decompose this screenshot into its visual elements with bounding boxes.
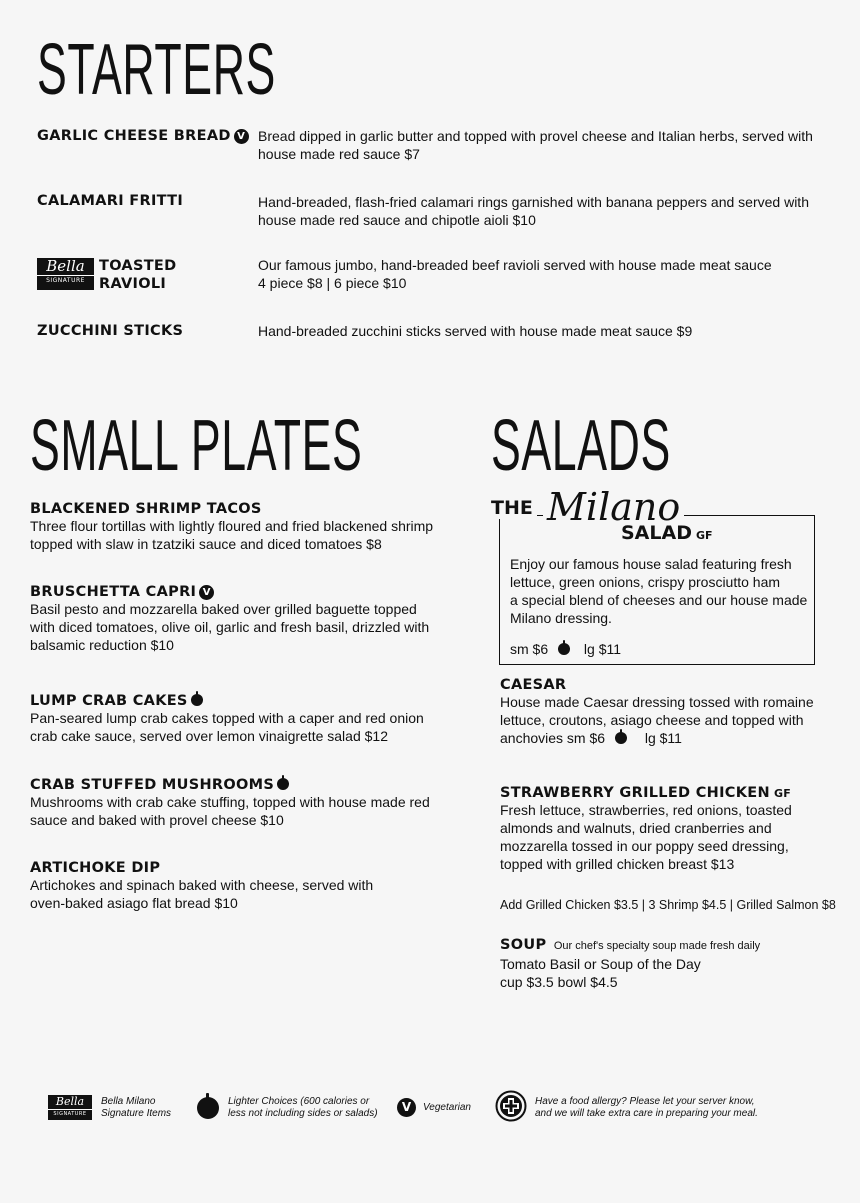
desc-line: Milano dressing.: [510, 610, 612, 626]
desc-line: Our famous jumbo, hand-breaded beef ravioli served with house made meat sauce: [258, 257, 772, 273]
milano-prices: [510, 640, 621, 658]
legend-line: Bella Milano: [101, 1096, 156, 1107]
desc-line: Basil pesto and mozzarella baked over grilled baguette topped: [30, 601, 417, 617]
logo-small: SIGNATURE: [48, 1109, 92, 1118]
starter-garlic-cheese-bread: [37, 128, 249, 144]
price-large: lg $11: [583, 641, 622, 657]
legend-line: less not including sides or salads): [228, 1108, 378, 1119]
desc-line: lettuce, croutons, asiago cheese and topped with: [500, 712, 804, 728]
small-plate-item: [30, 860, 460, 912]
desc-line: almonds and walnuts, dried cranberries and: [500, 820, 772, 836]
soup: [500, 936, 840, 991]
desc-line: crab cake sauce, served over lemon vinaigrette salad $12: [30, 728, 388, 744]
starter-toasted-ravioli: [99, 257, 176, 293]
small-plate-item: [30, 584, 460, 654]
legend-line: Lighter Choices (600 calories or: [228, 1096, 370, 1107]
gluten-free-badge: GF: [695, 529, 713, 542]
small-plate-item: [30, 501, 460, 553]
starter-description: [258, 127, 813, 163]
desc-line: balsamic reduction $10: [30, 637, 174, 653]
starter-zucchini-sticks: ZUCCHINI STICKS: [37, 323, 184, 339]
legend-signature: [101, 1096, 171, 1120]
apple-stem-icon: [206, 1093, 209, 1099]
vegetarian-icon: V: [234, 129, 249, 144]
small-plate-name: CRAB STUFFED MUSHROOMS: [30, 777, 275, 793]
bella-signature-logo: [37, 258, 94, 290]
salad-name: STRAWBERRY GRILLED CHICKEN: [500, 785, 770, 801]
soup-name: SOUP: [500, 937, 547, 953]
lighter-choice-icon: [197, 1097, 219, 1119]
starters-title: STARTERS: [37, 30, 276, 110]
desc-line: 4 piece $8 | 6 piece $10: [258, 275, 407, 291]
desc-line: sauce and baked with provel cheese $10: [30, 812, 284, 828]
salad-strawberry-grilled-chicken: [500, 785, 840, 873]
logo-script: Bella: [55, 1095, 85, 1108]
salad-caesar: [500, 677, 830, 747]
desc-line: Artichokes and spinach baked with cheese, served with: [30, 877, 374, 893]
milano-description: [510, 555, 810, 627]
logo-small: SIGNATURE: [37, 275, 94, 285]
desc-line: cup $3.5 bowl $4.5: [500, 974, 618, 990]
vegetarian-icon: V: [199, 585, 214, 600]
soup-note: Our chef's specialty soup made fresh daily: [553, 940, 761, 952]
desc-line: house made red sauce $7: [258, 146, 420, 162]
starter-description: [258, 193, 809, 229]
price-small: sm $6: [510, 641, 549, 657]
salads-title: SALADS: [491, 406, 671, 486]
desc-line: House made Caesar dressing tossed with romaine: [500, 694, 814, 710]
salad-addons: Add Grilled Chicken $3.5 | 3 Shrimp $4.5 | Grilled Salmon $8: [500, 898, 836, 912]
starter-description: [258, 256, 772, 292]
vegetarian-icon: V: [397, 1098, 416, 1117]
desc-line: with diced tomatoes, olive oil, garlic and fresh basil, drizzled with: [30, 619, 430, 635]
legend-allergy: [535, 1096, 758, 1120]
starter-name-line: RAVIOLI: [99, 276, 167, 292]
starter-name-line: TOASTED: [99, 258, 177, 274]
desc-line: Hand-breaded, flash-fried calamari rings garnished with banana peppers and served with: [258, 194, 809, 210]
desc-line: anchovies sm $6: [500, 730, 606, 746]
salad-word: SALAD: [621, 522, 692, 544]
starter-description: Hand-breaded zucchini sticks served with house made meat sauce $9: [258, 323, 693, 339]
desc-line: house made red sauce and chipotle aioli $10: [258, 212, 536, 228]
desc-line: Fresh lettuce, strawberries, red onions, toasted: [500, 802, 792, 818]
milano-script: Milano: [543, 486, 684, 528]
desc-line: lettuce, green onions, crispy prosciutto ham: [510, 574, 781, 590]
small-plate-name: BRUSCHETTA CAPRI: [30, 584, 197, 600]
legend-vegetarian: Vegetarian: [423, 1102, 471, 1113]
small-plates-title: SMALL PLATES: [30, 406, 363, 486]
desc-line: topped with slaw in tzatziki sauce and diced tomatoes $8: [30, 536, 382, 552]
legend-line: Signature Items: [101, 1108, 172, 1119]
salad-name: CAESAR: [500, 677, 567, 693]
desc-line: Mushrooms with crab cake stuffing, topped with house made red: [30, 794, 430, 810]
bella-signature-logo: [48, 1095, 92, 1120]
price-large: lg $11: [644, 730, 682, 746]
small-plate-name: ARTICHOKE DIP: [30, 860, 161, 876]
legend-line: Have a food allergy? Please let your server know,: [535, 1096, 755, 1107]
desc-line: Tomato Basil or Soup of the Day: [500, 956, 701, 972]
starter-calamari-fritti: CALAMARI FRITTI: [37, 193, 184, 209]
desc-line: oven-baked asiago flat bread $10: [30, 895, 238, 911]
desc-line: Bread dipped in garlic butter and topped with provel cheese and Italian herbs, served with: [258, 128, 813, 144]
milano-the: THE: [491, 497, 537, 519]
gluten-free-badge: GF: [773, 787, 792, 800]
desc-line: mozzarella tossed in our poppy seed dressing,: [500, 838, 789, 854]
lighter-choice-icon: [191, 694, 203, 706]
desc-line: Pan-seared lump crab cakes topped with a caper and red onion: [30, 710, 424, 726]
desc-line: Three flour tortillas with lightly floured and fried blackened shrimp: [30, 518, 434, 534]
small-plate-item: [30, 777, 460, 829]
lighter-choice-icon: [615, 732, 627, 744]
desc-line: Enjoy our famous house salad featuring fresh: [510, 556, 792, 572]
logo-script: Bella: [46, 257, 85, 275]
lighter-choice-icon: [277, 778, 289, 790]
desc-line: a special blend of cheeses and our house made: [510, 592, 808, 608]
small-plate-name: LUMP CRAB CAKES: [30, 693, 188, 709]
legend-lighter-choices: [228, 1096, 378, 1120]
starter-name: GARLIC CHEESE BREAD: [37, 128, 231, 144]
small-plate-item: [30, 693, 460, 745]
lighter-choice-icon: [558, 643, 570, 655]
milano-salad-label: [621, 522, 713, 547]
allergy-icon: [495, 1090, 527, 1122]
legend-line: and we will take extra care in preparing your meal.: [535, 1108, 758, 1119]
desc-line: topped with grilled chicken breast $13: [500, 856, 735, 872]
small-plate-name: BLACKENED SHRIMP TACOS: [30, 501, 262, 517]
